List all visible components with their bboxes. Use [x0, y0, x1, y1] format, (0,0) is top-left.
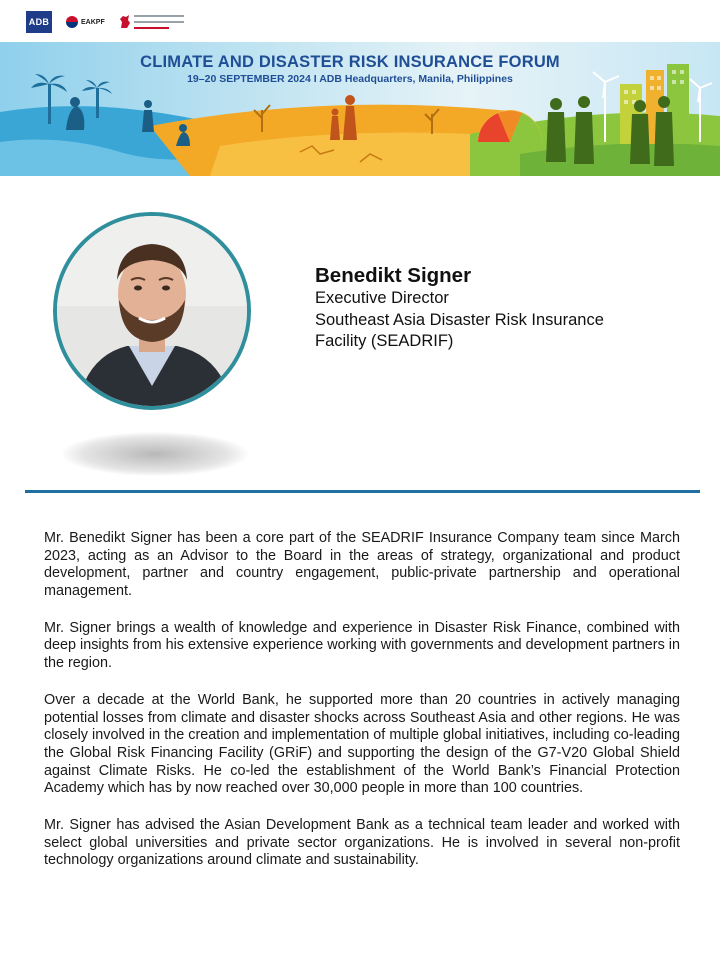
banner-title: CLIMATE AND DISASTER RISK INSURANCE FORUM [140, 53, 560, 71]
eakpf-logo [66, 16, 105, 28]
speaker-organization-line2: Facility (SEADRIF) [315, 332, 454, 350]
speaker-biography [44, 530, 680, 890]
speaker-title: Executive Director [315, 289, 449, 307]
forum-banner [0, 42, 720, 176]
red-lion-icon [119, 14, 131, 30]
luxembourg-government-logo [119, 14, 184, 30]
bio-paragraph: Mr. Benedikt Signer has been a core part of the SEADRIF Insurance Company team since March 2023, acting as an Advisor to the Board in the areas of strategy, organizational and product development, partner and country engagement, public-private partnership and operational management. [44, 530, 680, 599]
banner-subtitle: 19–20 SEPTEMBER 2024 I ADB Headquarters, Manila, Philippines [187, 73, 513, 85]
eakpf-logo-text: EAKPF [81, 18, 105, 26]
adb-logo [26, 11, 52, 33]
speaker-organization-line1: Southeast Asia Disaster Risk Insurance [315, 310, 604, 329]
speaker-portrait-illustration [57, 216, 247, 406]
korea-emblem-icon [66, 16, 78, 28]
speaker-name: Benedikt Signer [315, 264, 472, 287]
header-logos [26, 10, 184, 34]
speaker-photo [53, 212, 251, 410]
adb-logo-text: ADB [28, 17, 50, 27]
bio-paragraph: Mr. Signer brings a wealth of knowledge and experience in Disaster Risk Finance, combined with deep insights from his extensive experience working with governments and development partners in the region. [44, 619, 680, 672]
government-logo-wordmark [134, 15, 184, 29]
photo-shadow [62, 432, 248, 476]
bio-paragraph: Over a decade at the World Bank, he supported more than 20 countries in actively managing potential losses from climate and disaster shocks across Southeast Asia and other regions. He was closely involved in the creation and implementation of multiple global initiatives, including co-leading the Global Risk Financing Facility (GRiF) and supporting the design of the G7-V20 Global Shield against Climate Risks. He co-led the establishment of the World Bank’s Financial Protection Academy which has by now reached over 30,000 people in more than 100 countries. [44, 692, 680, 797]
bio-paragraph: Mr. Signer has advised the Asian Development Bank as a technical team leader and worked with select global universities and private sector organizations. He is involved in several non-profit technology organizations around climate and sustainability. [44, 817, 680, 869]
speaker-info [315, 263, 695, 353]
section-divider [25, 490, 700, 493]
